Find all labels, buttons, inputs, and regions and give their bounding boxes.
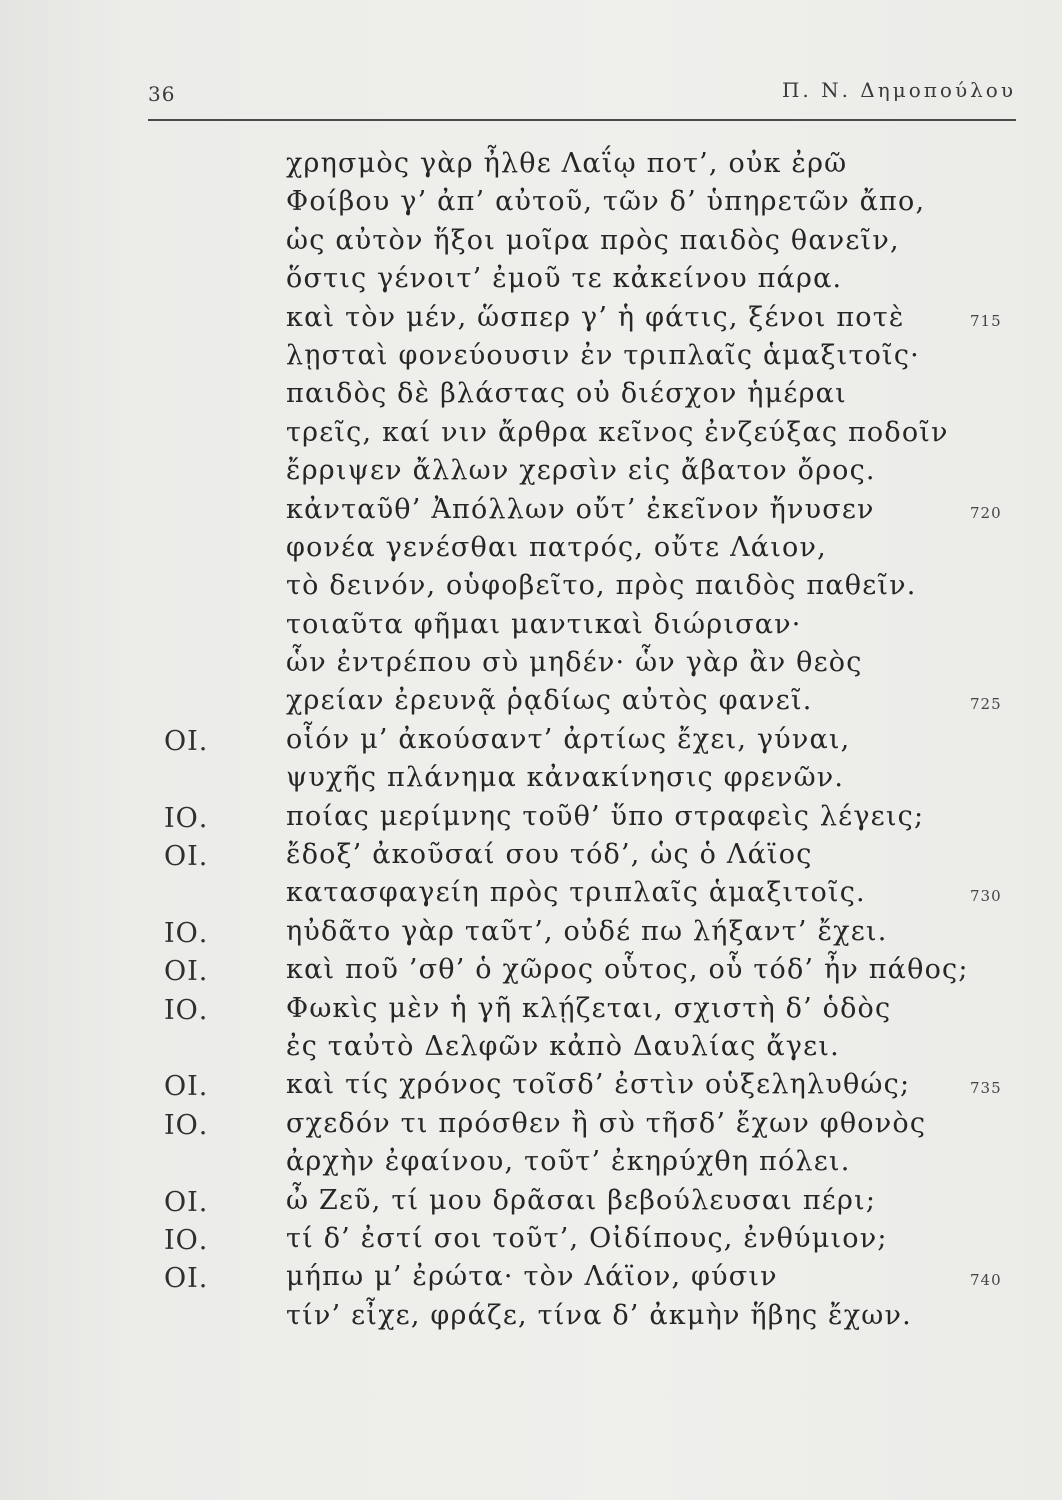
verse-line <box>150 570 1030 608</box>
verse-text: καὶ τίς χρόνος τοῖσδ’ ἐστὶν οὑξεληλυθώς; <box>286 1069 911 1101</box>
verse-text: καὶ τὸν μέν, ὥσπερ γ’ ἡ φάτις, ξένοι ποτὲ <box>286 301 905 333</box>
page-header <box>148 72 1016 112</box>
verse-line <box>150 647 1030 685</box>
verse-line <box>150 877 1030 915</box>
verse-line <box>150 148 1030 186</box>
line-number: 725 <box>970 695 1002 714</box>
speaker-label: ΙΟ. <box>164 917 209 949</box>
verse-text: ηὐδᾶτο γὰρ ταῦτ’, οὐδέ πω λήξαντ’ ἔχει. <box>286 915 888 947</box>
verse-line <box>150 1185 1030 1223</box>
verse-text: τρεῖς, καί νιν ἄρθρα κεῖνος ἐνζεύξας ποδοῖν <box>286 416 949 448</box>
verse-line <box>150 916 1030 954</box>
verse-text: κἀνταῦθ’ Ἀπόλλων οὔτ’ ἐκεῖνον ἤνυσεν <box>286 493 875 525</box>
verse-text: Φοίβου γ’ ἀπ’ αὐτοῦ, τῶν δ’ ὑπηρετῶν ἄπο, <box>286 186 926 218</box>
verse-line <box>150 340 1030 378</box>
verse-line <box>150 302 1030 340</box>
verse-text: τοιαῦτα φῆμαι μαντικαὶ διώρισαν· <box>286 608 802 640</box>
verse-line <box>150 417 1030 455</box>
speaker-label: ΟΙ. <box>164 841 209 873</box>
verse-line <box>150 993 1030 1031</box>
verse-line <box>150 532 1030 570</box>
verse-text: κατασφαγείη πρὸς τριπλαῖς ἁμαξιτοῖς. <box>286 877 866 909</box>
verse-line <box>150 801 1030 839</box>
speaker-label: ΟΙ. <box>164 956 209 988</box>
verse-text: λῃσταὶ φονεύουσιν ἐν τριπλαῖς ἁμαξιτοῖς· <box>286 339 920 371</box>
verse-text: τί δ’ ἐστί σοι τοῦτ’, Οἰδίπους, ἐνθύμιον; <box>286 1222 888 1254</box>
verse-text: ὦ Ζεῦ, τί μου δρᾶσαι βεβούλευσαι πέρι; <box>286 1184 877 1216</box>
verse-text: ὧν ἐντρέπου σὺ μηδέν· ὧν γὰρ ἂν θεὸς <box>286 647 863 679</box>
verse-text: ἔρριψεν ἄλλων χερσὶν εἰς ἄβατον ὄρος. <box>286 455 876 487</box>
verse-line <box>150 762 1030 800</box>
verse-text: ὡς αὐτὸν ἥξοι μοῖρα πρὸς παιδὸς θανεῖν, <box>286 224 900 256</box>
verse-line <box>150 1108 1030 1146</box>
speaker-label: ΟΙ. <box>164 1263 209 1295</box>
line-number: 735 <box>970 1079 1002 1098</box>
verse-line <box>150 1069 1030 1107</box>
verse-text: οἷόν μ’ ἀκούσαντ’ ἀρτίως ἔχει, γύναι, <box>286 723 851 755</box>
verse-text: ὅστις γένοιτ’ ἐμοῦ τε κἀκείνου πάρα. <box>286 263 843 295</box>
speaker-label: ΙΟ. <box>164 1109 209 1141</box>
line-number: 715 <box>970 311 1002 330</box>
verse-text: τίν’ εἶχε, φράζε, τίνα δ’ ἀκμὴν ἥβης ἔχων. <box>286 1299 912 1331</box>
verse-line <box>150 685 1030 723</box>
page-number: 36 <box>148 82 176 106</box>
verse-text: χρησμὸς γὰρ ἦλθε Λαΐῳ ποτ’, οὐκ ἐρῶ <box>286 148 848 179</box>
verse-line <box>150 1031 1030 1069</box>
verse-line <box>150 378 1030 416</box>
verse-line <box>150 225 1030 263</box>
verse-line <box>150 724 1030 762</box>
verse-text: τὸ δεινόν, οὑφοβεῖτο, πρὸς παιδὸς παθεῖν. <box>286 570 917 602</box>
verse-text: χρείαν ἐρευνᾷ ῥᾳδίως αὐτὸς φανεῖ. <box>286 685 813 717</box>
line-number: 730 <box>970 887 1002 906</box>
verse-text: Φωκὶς μὲν ἡ γῆ κλῄζεται, σχιστὴ δ’ ὁδὸς <box>286 992 892 1024</box>
verse-line <box>150 186 1030 224</box>
verse-line <box>150 1223 1030 1261</box>
verse-text: παιδὸς δὲ βλάστας οὐ διέσχον ἡμέραι <box>286 378 847 410</box>
verse-text: ἀρχὴν ἐφαίνου, τοῦτ’ ἐκηρύχθη πόλει. <box>286 1146 851 1178</box>
running-head: Π. Ν. Δημοπούλου <box>781 78 1016 102</box>
verse-text: ἐς ταὐτὸ Δελφῶν κἀπὸ Δαυλίας ἄγει. <box>286 1030 840 1062</box>
speaker-label: ΙΟ. <box>164 802 209 834</box>
verse-line <box>150 954 1030 992</box>
verse-line <box>150 609 1030 647</box>
line-number: 720 <box>970 503 1002 522</box>
verse-text: μήπω μ’ ἐρώτα· τὸν Λάϊον, φύσιν <box>286 1261 778 1293</box>
verse-block <box>150 148 1030 1338</box>
verse-text: ποίας μερίμνης τοῦθ’ ὕπο στραφεὶς λέγεις; <box>286 800 925 832</box>
speaker-label: ΙΟ. <box>164 994 209 1026</box>
verse-line <box>150 494 1030 532</box>
line-number: 740 <box>970 1271 1002 1290</box>
verse-line <box>150 1146 1030 1184</box>
verse-line <box>150 1261 1030 1299</box>
verse-line <box>150 455 1030 493</box>
speaker-label: ΙΟ. <box>164 1224 209 1256</box>
verse-line <box>150 1300 1030 1338</box>
speaker-label: ΟΙ. <box>164 725 209 757</box>
speaker-label: ΟΙ. <box>164 1071 209 1103</box>
verse-text: φονέα γενέσθαι πατρός, οὔτε Λάιον, <box>286 531 827 563</box>
verse-line <box>150 839 1030 877</box>
verse-text: σχεδόν τι πρόσθεν ἢ σὺ τῆσδ’ ἔχων φθονὸς <box>286 1107 927 1139</box>
header-rule <box>148 119 1016 121</box>
verse-text: ἔδοξ’ ἀκοῦσαί σου τόδ’, ὡς ὁ Λάϊος <box>286 839 813 871</box>
speaker-label: ΟΙ. <box>164 1186 209 1218</box>
verse-line <box>150 263 1030 301</box>
verse-text: ψυχῆς πλάνημα κἀνακίνησις φρενῶν. <box>286 762 845 794</box>
verse-text: καὶ ποῦ ’σθ’ ὁ χῶρος οὗτος, οὗ τόδ’ ἦν πάθος; <box>286 954 969 986</box>
